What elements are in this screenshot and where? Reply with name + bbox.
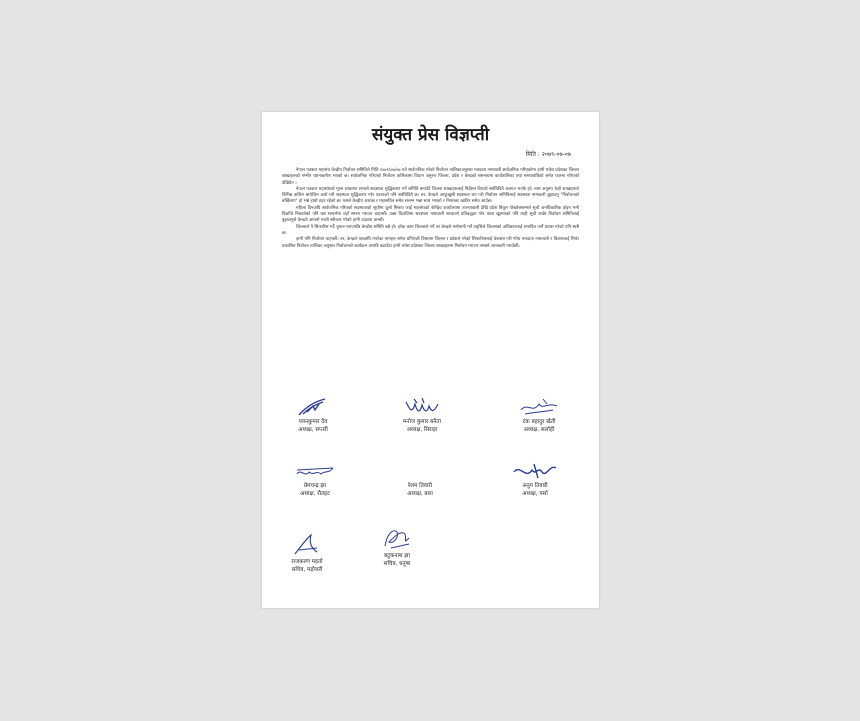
signature-block	[365, 462, 475, 508]
signature-block	[484, 396, 594, 442]
signatory-name: प्रेमचन्द्र झा	[303, 483, 327, 489]
signatory-role: अध्यक्ष, सर्लाही	[523, 427, 555, 433]
signature-block	[480, 462, 590, 508]
handwritten-signature	[379, 524, 415, 552]
handwritten-signature	[510, 462, 560, 482]
handwritten-signature	[400, 462, 440, 482]
signature-block	[342, 524, 452, 570]
signatory-name: पवनकुमार देव	[298, 419, 328, 425]
signatory-role: सचिव, महोत्तरी	[291, 567, 323, 573]
signature-block	[258, 396, 368, 442]
paragraph: जिल्लाले नै सिफारिस गर्दै चुनाव गराएपछि केन्द्रीय समिति बन्ने हो। हरेक काम जिल्लाले गर्ने तर केन्द्रले मनोमानी गर्ने प्रवृत्तिले जिल्लाको अधिकारलाई प्रभावित पार्ने प्रयास गरेको पनि स्पष्टै छ।	[282, 224, 579, 236]
document-body	[282, 168, 579, 250]
handwritten-signature	[517, 396, 561, 418]
signatory-role: अध्यक्ष, सप्तरी	[298, 427, 328, 433]
handwritten-signature	[293, 462, 337, 482]
signatory-role: अध्यक्ष, रौतहट	[300, 491, 330, 497]
signature-block	[260, 462, 370, 508]
handwritten-signature	[289, 532, 325, 558]
paragraph: महिला दिनअघि सार्वजनिक गरिएको सदस्यताको सूचीमा धुलो मिसाए जाइँ महासंघको केन्द्रिय कार्यालयमा ताल्चावाली देखि प्रदेश बिपुल पोखरेलसम्मले सूची अनधिकारिक होइन भनी विज्ञप्ति निकालेको पनि यस सन्दर्भमा यहाँ स्मरण गराउन चाहन्छौं। उक्त विज्ञप्तिमा सदस्यता नामावली सच्याउने प्रतिबद्धता गरेर ताला खुलाएको पनि त्यही सूची राखेर निर्वाचन समितिलाई बुझाउनुले केन्द्रले आफ्नो गल्ती स्वीकार गरेको हामी उदारता ठान्छौं।	[282, 205, 579, 224]
handwritten-signature	[293, 396, 333, 418]
signatory-name: रेशम तिवारी	[407, 483, 433, 489]
signatory-role: अध्यक्ष, सिराहा	[406, 427, 438, 433]
signatory-name: मनोज कुमार बनैता	[403, 419, 441, 425]
signature-block	[367, 396, 477, 442]
press-release-document	[262, 112, 599, 608]
signatory-role: अध्यक्ष, पर्सा	[522, 491, 548, 497]
signatory-role: सचिव, धनुषा	[383, 561, 411, 567]
document-title: संयुक्त प्रेस विज्ञप्ती	[371, 125, 490, 145]
signatory-name: बटुकनाथ झा	[384, 553, 410, 559]
document-date: मिति : २०७९-०७-०७	[525, 151, 571, 158]
signatory-name: अनुप तिवारी	[522, 483, 548, 489]
paragraph: नेपाल पत्रकार महासंघ केन्द्रीय निर्वाचन समितिले मिति २०७९/०७/०७ गते सार्वजनिक गरेको निर्वाचन तालिकाअनुसार मतदाता नामावली सार्वजनिक गरिएकोमा हामी मधेश प्रदेशका जिल्ला शाखाहरुको गम्भीर ध्यानाकर्षण भएको छ। सार्वजनिक गरिएको निर्वाचन तालिकामा विधान अनुरुप जिल्ला, प्रदेश र केन्द्रको समन्वयमा कार्यतालिका तथा समयावधिको समेत पालना गरिएको देखिदैन ।	[282, 168, 579, 186]
signatory-name: टंक बहादुर खेती	[522, 419, 556, 425]
paragraph: हामी पनि निर्वाचन चाहन्छौं। तर, केन्द्रले यसअघि नपरेका नामहरु समेत थपिएको विषयमा जिल्ला र प्रदेशले गरेको सिफारिसलाई बेवास्ता गरी गोप्य मतदाता नामावली र विधानलाई मिचेर प्रकाशित निर्वाचन तालिका अनुसार निर्वाचनको कार्यक्रम अगाडि बढाउँदा हामी मधेश प्रदेशका जिल्ला शाखाहरुमा निर्वाचन गराउन नसक्ने जानकारी गराउँछौं।	[282, 237, 579, 249]
paragraph: नेपाल पत्रकार महासंघको मूल्य साधारण सभाले सदस्यता शुद्धिकरण गर्ने समिति बनाउँदै जिल्ला शाखाहरुलाई निर्देशन दिएको सर्वविदितै अवगत भएकै हो। त्यस अनुरुप केही शाखाहरुले विभिन्न तालिम बमोजिम कार्य गरी सदस्यता शुद्धिकरण गरेर पठाएको पनि सर्वविदितै छ। तर, केन्द्रले आफूखुसी सदस्यता थप गरी निर्वाचन समितिलाई सदस्यता नामावली बुझाउनु "निर्वाचनको बर्खिलाप" हो भन्ने हाम्रो ठहर रहेको छ। यसले केन्द्रीय अध्यक्ष र महासचिव समेत संलग्न भन्ना साथ भएको र नियमका खातिर समेत आउँछ।	[282, 186, 579, 205]
signatory-name: राजकरण महतो	[291, 559, 323, 565]
signatory-role: अध्यक्ष, बारा	[407, 491, 433, 497]
handwritten-signature	[402, 396, 442, 418]
